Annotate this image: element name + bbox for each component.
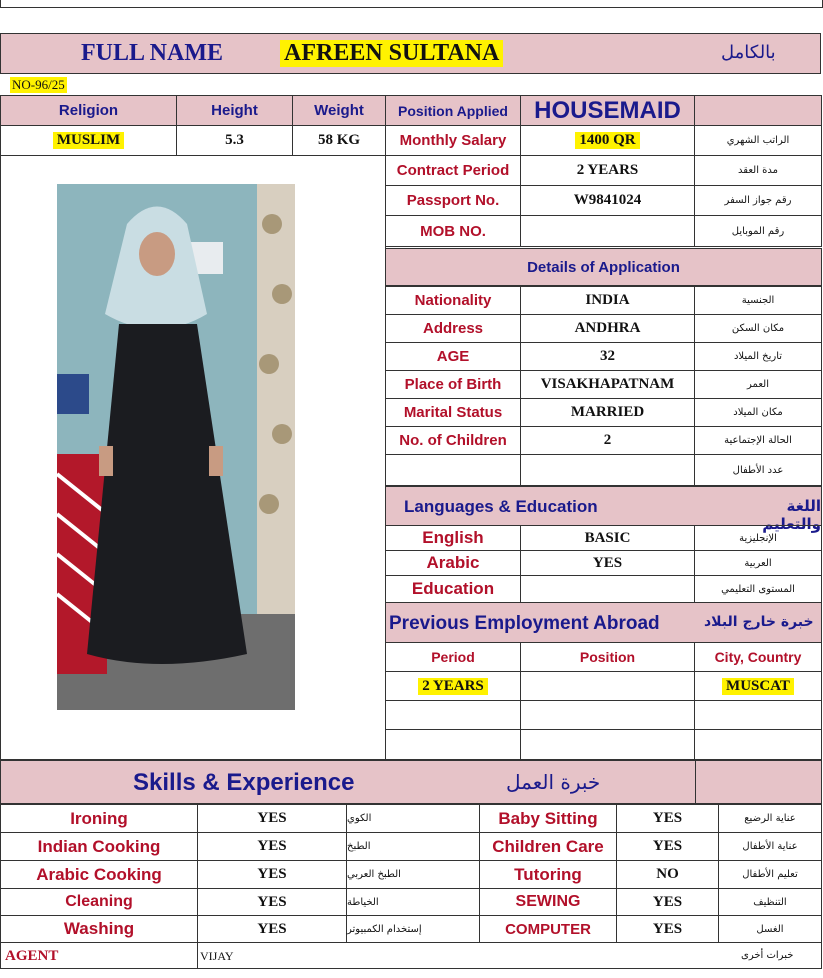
agent-row bbox=[0, 942, 822, 969]
salary-value: 1400 QR bbox=[575, 132, 639, 149]
skill-left-label: Arabic Cooking bbox=[0, 860, 198, 889]
skill-right-label: Children Care bbox=[479, 832, 617, 861]
salary-label: Monthly Salary bbox=[385, 125, 521, 156]
full-name-ar: بالكامل bbox=[721, 42, 776, 63]
position-ar-cell bbox=[694, 95, 822, 126]
prev-empty-2a bbox=[385, 729, 521, 760]
religion-value: MUSLIM bbox=[53, 132, 124, 149]
mobile-ar: رقم الموبايل bbox=[694, 215, 822, 247]
full-name-label: FULL NAME bbox=[81, 40, 224, 66]
skill-right-value: NO bbox=[616, 860, 719, 889]
top-frame bbox=[0, 0, 823, 8]
skill-left-value: YES bbox=[197, 860, 347, 889]
skill-left-label: Cleaning bbox=[0, 888, 198, 916]
address-ar: مكان السكن bbox=[694, 314, 822, 343]
blank-label bbox=[385, 454, 521, 486]
prev-empty-1c bbox=[694, 700, 822, 730]
english-label: English bbox=[385, 525, 521, 551]
education-label: Education bbox=[385, 575, 521, 603]
languages-title-bar bbox=[385, 486, 822, 533]
previous-title-ar: خبرة خارج البلاد bbox=[704, 614, 814, 630]
person-photo-icon bbox=[57, 184, 295, 710]
salary-cell bbox=[520, 125, 695, 156]
weight-label: Weight bbox=[292, 95, 386, 126]
skill-left-value: YES bbox=[197, 915, 347, 943]
blank-value bbox=[520, 454, 695, 486]
birthplace-value: VISAKHAPATNAM bbox=[520, 370, 695, 399]
marital-ar: مكان الميلاد bbox=[694, 398, 822, 427]
weight-value: 58 KG bbox=[292, 125, 386, 156]
passport-value: W9841024 bbox=[520, 185, 695, 216]
agent-value: VIJAY bbox=[200, 949, 234, 963]
english-ar: الإنجليزية bbox=[694, 525, 822, 551]
height-label: Height bbox=[176, 95, 293, 126]
arabic-ar: العربية bbox=[694, 550, 822, 576]
height-value: 5.3 bbox=[176, 125, 293, 156]
skill-right-value: YES bbox=[616, 915, 719, 943]
birthplace-label: Place of Birth bbox=[385, 370, 521, 399]
contract-period-label: Contract Period bbox=[385, 155, 521, 186]
children-value: 2 bbox=[520, 426, 695, 455]
age-ar: تاريخ الميلاد bbox=[694, 342, 822, 371]
city-col: City, Country bbox=[694, 642, 822, 672]
nationality-ar: الجنسية bbox=[694, 286, 822, 315]
skill-left-label: Washing bbox=[0, 915, 198, 943]
skill-right-label: Tutoring bbox=[479, 860, 617, 889]
skill-right-ar: التنظيف bbox=[718, 888, 822, 916]
skill-left-ar: الكوي bbox=[346, 804, 480, 833]
skill-left-ar: إستخدام الكمبيوتر bbox=[346, 915, 480, 943]
education-ar: المستوى التعليمي bbox=[694, 575, 822, 603]
education-value bbox=[520, 575, 695, 603]
religion-label: Religion bbox=[0, 95, 177, 126]
skill-left-value: YES bbox=[197, 888, 347, 916]
passport-ar: رقم جواز السفر bbox=[694, 185, 822, 216]
languages-title: Languages & Education bbox=[404, 497, 598, 516]
prev-empty-2c bbox=[694, 729, 822, 760]
prev-empty-1a bbox=[385, 700, 521, 730]
blank-ar: عدد الأطفال bbox=[694, 454, 822, 486]
position-col: Position bbox=[520, 642, 695, 672]
nationality-label: Nationality bbox=[385, 286, 521, 315]
agent-divider bbox=[197, 943, 198, 968]
salary-ar: الراتب الشهري bbox=[694, 125, 822, 156]
reference-number: NO-96/25 bbox=[12, 77, 65, 92]
period-col: Period bbox=[385, 642, 521, 672]
skill-right-label: COMPUTER bbox=[479, 915, 617, 943]
position-label: Position Applied bbox=[385, 95, 521, 126]
skill-left-value: YES bbox=[197, 804, 347, 833]
skill-left-label: Indian Cooking bbox=[0, 832, 198, 861]
skill-right-label: SEWING bbox=[479, 888, 617, 916]
mobile-label: MOB NO. bbox=[385, 215, 521, 247]
prev-empty-2b bbox=[520, 729, 695, 760]
contract-period-value: 2 YEARS bbox=[520, 155, 695, 186]
skill-right-ar: الغسل bbox=[718, 915, 822, 943]
city-cell bbox=[694, 671, 822, 701]
city-value: MUSCAT bbox=[722, 678, 794, 695]
skill-right-label: Baby Sitting bbox=[479, 804, 617, 833]
marital-value: MARRIED bbox=[520, 398, 695, 427]
english-value: BASIC bbox=[520, 525, 695, 551]
children-ar: الحالة الإجتماعية bbox=[694, 426, 822, 455]
passport-label: Passport No. bbox=[385, 185, 521, 216]
period-value: 2 YEARS bbox=[418, 678, 488, 695]
arabic-label: Arabic bbox=[385, 550, 521, 576]
arabic-value: YES bbox=[520, 550, 695, 576]
skill-left-value: YES bbox=[197, 832, 347, 861]
skill-left-ar: الخياطة bbox=[346, 888, 480, 916]
full-name-value: AFREEN SULTANA bbox=[280, 40, 503, 67]
contract-period-ar: مدة العقد bbox=[694, 155, 822, 186]
skills-title-bar bbox=[0, 760, 822, 804]
agent-ar: خبرات أخرى bbox=[741, 950, 794, 961]
children-label: No. of Children bbox=[385, 426, 521, 455]
skill-left-ar: الطبخ العربي bbox=[346, 860, 480, 889]
prev-empty-1b bbox=[520, 700, 695, 730]
details-title: Details of Application bbox=[385, 248, 822, 286]
position-prev-value bbox=[520, 671, 695, 701]
nationality-value: INDIA bbox=[520, 286, 695, 315]
skill-right-value: YES bbox=[616, 832, 719, 861]
birthplace-ar: العمر bbox=[694, 370, 822, 399]
skill-left-ar: الطبخ bbox=[346, 832, 480, 861]
candidate-photo bbox=[57, 184, 295, 710]
address-value: ANDHRA bbox=[520, 314, 695, 343]
period-cell bbox=[385, 671, 521, 701]
religion-cell bbox=[0, 125, 177, 156]
age-value: 32 bbox=[520, 342, 695, 371]
skill-right-ar: عناية الأطفال bbox=[718, 832, 822, 861]
position-value: HOUSEMAID bbox=[520, 95, 695, 126]
agent-label: AGENT bbox=[5, 948, 59, 964]
address-label: Address bbox=[385, 314, 521, 343]
skills-title: Skills & Experience bbox=[133, 769, 355, 796]
languages-title-ar: اللغة والتعليم bbox=[762, 497, 821, 533]
previous-title: Previous Employment Abroad bbox=[389, 613, 660, 634]
marital-label: Marital Status bbox=[385, 398, 521, 427]
skill-right-ar: تعليم الأطفال bbox=[718, 860, 822, 889]
skill-left-label: Ironing bbox=[0, 804, 198, 833]
skill-right-value: YES bbox=[616, 804, 719, 833]
skills-divider bbox=[695, 761, 696, 803]
previous-title-bar bbox=[385, 602, 822, 643]
age-label: AGE bbox=[385, 342, 521, 371]
skill-right-value: YES bbox=[616, 888, 719, 916]
skills-title-ar: خبرة العمل bbox=[506, 770, 601, 794]
skill-right-ar: عناية الرضيع bbox=[718, 804, 822, 833]
full-name-bar bbox=[0, 33, 821, 74]
mobile-value bbox=[520, 215, 695, 247]
